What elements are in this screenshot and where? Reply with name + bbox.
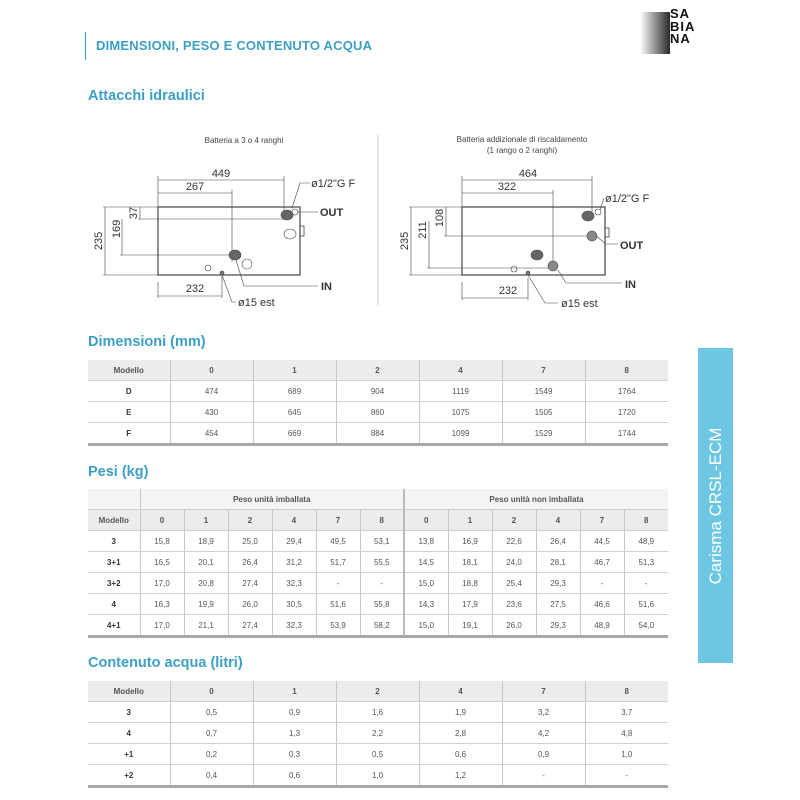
value-cell: 0,5	[170, 702, 253, 723]
value-cell: 474	[170, 381, 253, 402]
value-cell: 16,9	[448, 531, 492, 552]
model-cell: E	[88, 402, 170, 423]
value-cell: 2,2	[336, 723, 419, 744]
value-cell: 27,4	[228, 615, 272, 637]
value-cell: 19,9	[184, 594, 228, 615]
value-cell: 1720	[585, 402, 668, 423]
table-row	[88, 573, 668, 594]
value-cell: 1119	[419, 381, 502, 402]
value-cell: 26,4	[228, 552, 272, 573]
section-title: DIMENSIONI, PESO E CONTENUTO ACQUA	[96, 38, 373, 53]
header-row	[88, 510, 668, 531]
contenuto-table	[88, 681, 668, 788]
value-cell: 51,6	[624, 594, 668, 615]
value-cell: 26,4	[536, 531, 580, 552]
value-cell: -	[624, 573, 668, 594]
value-cell: 51,6	[316, 594, 360, 615]
diagram-3-4-ranghi	[93, 136, 356, 309]
column-header: 7	[580, 510, 624, 531]
column-header: 0	[140, 510, 184, 531]
column-header: 1	[184, 510, 228, 531]
value-cell: 0,6	[253, 765, 336, 787]
value-cell: 32,3	[272, 573, 316, 594]
model-cell: D	[88, 381, 170, 402]
value-cell: 21,1	[184, 615, 228, 637]
value-cell: 645	[253, 402, 336, 423]
value-cell: 32,3	[272, 615, 316, 637]
value-cell: 58,2	[360, 615, 404, 637]
value-cell: 3,2	[502, 702, 585, 723]
column-header: 1	[448, 510, 492, 531]
column-header: 0	[404, 510, 448, 531]
dim-235: 235	[399, 231, 411, 251]
diagram2-subtitle: (1 rango o 2 ranghi)	[486, 146, 558, 155]
value-cell: 904	[336, 381, 419, 402]
value-cell: 18,8	[448, 573, 492, 594]
value-cell: 27,4	[228, 573, 272, 594]
value-cell: 2,8	[419, 723, 502, 744]
dim-37: 37	[128, 206, 140, 220]
value-cell: 1549	[502, 381, 585, 402]
column-header: 7	[502, 360, 585, 381]
connection-label: ø1/2"G F	[605, 193, 650, 205]
value-cell: 29,3	[536, 573, 580, 594]
value-cell: 31,2	[272, 552, 316, 573]
column-header: 8	[585, 681, 668, 702]
dim-235: 235	[93, 231, 105, 251]
value-cell: 0,5	[336, 744, 419, 765]
header-row	[88, 681, 668, 702]
group-header: Peso unità non imballata	[404, 489, 668, 510]
value-cell: 46,7	[580, 552, 624, 573]
table-row	[88, 552, 668, 573]
model-cell: +1	[88, 744, 170, 765]
value-cell: 1075	[419, 402, 502, 423]
value-cell: 1,9	[419, 702, 502, 723]
table-row	[88, 381, 668, 402]
column-header: 2	[336, 681, 419, 702]
value-cell: 51,7	[316, 552, 360, 573]
table-row	[88, 594, 668, 615]
column-header: 7	[502, 681, 585, 702]
column-header: 7	[316, 510, 360, 531]
value-cell: 53,9	[316, 615, 360, 637]
diagram-addizionale	[399, 135, 650, 310]
value-cell: 22,6	[492, 531, 536, 552]
column-header: 8	[624, 510, 668, 531]
value-cell: 53,1	[360, 531, 404, 552]
column-header: 1	[253, 681, 336, 702]
in-label: IN	[625, 279, 636, 291]
value-cell: 0,2	[170, 744, 253, 765]
column-header: 4	[536, 510, 580, 531]
value-cell: 18,9	[184, 531, 228, 552]
value-cell: 17,0	[140, 573, 184, 594]
value-cell: 430	[170, 402, 253, 423]
value-cell: 20,8	[184, 573, 228, 594]
value-cell: 19,1	[448, 615, 492, 637]
value-cell: 15,0	[404, 573, 448, 594]
value-cell: 884	[336, 423, 419, 445]
value-cell: 1,2	[419, 765, 502, 787]
value-cell: 1,0	[336, 765, 419, 787]
value-cell: 4,8	[585, 723, 668, 744]
value-cell: 26,0	[492, 615, 536, 637]
table-row	[88, 702, 668, 723]
table-row	[88, 723, 668, 744]
value-cell: 17,9	[448, 594, 492, 615]
column-header: 8	[360, 510, 404, 531]
value-cell: 46,6	[580, 594, 624, 615]
table-row	[88, 765, 668, 787]
value-cell: 28,1	[536, 552, 580, 573]
value-cell: 14,5	[404, 552, 448, 573]
value-cell: 16,5	[140, 552, 184, 573]
connection-label: ø1/2"G F	[311, 178, 356, 190]
value-cell: 454	[170, 423, 253, 445]
value-cell: 15,8	[140, 531, 184, 552]
out-label: OUT	[320, 207, 344, 219]
value-cell: 1,6	[336, 702, 419, 723]
value-cell: -	[360, 573, 404, 594]
value-cell: -	[580, 573, 624, 594]
column-header: 1	[253, 360, 336, 381]
value-cell: 29,4	[272, 531, 316, 552]
group-header-row	[88, 489, 668, 510]
dim-464: 464	[518, 168, 538, 180]
value-cell: 16,3	[140, 594, 184, 615]
model-cell: 3	[88, 702, 170, 723]
model-cell: 3+1	[88, 552, 140, 573]
empty-header	[88, 489, 140, 510]
dim-232: 232	[185, 283, 205, 295]
value-cell: 1764	[585, 381, 668, 402]
value-cell: 669	[253, 423, 336, 445]
column-header: Modello	[88, 681, 170, 702]
value-cell: 0,7	[170, 723, 253, 744]
value-cell: 44,5	[580, 531, 624, 552]
value-cell: 1,3	[253, 723, 336, 744]
table-row	[88, 423, 668, 445]
dim-211: 211	[417, 221, 429, 239]
value-cell: 1,0	[585, 744, 668, 765]
value-cell: 55,8	[360, 594, 404, 615]
column-header: 4	[419, 360, 502, 381]
dim-169: 169	[111, 219, 123, 239]
column-header: 2	[228, 510, 272, 531]
table-row	[88, 744, 668, 765]
product-side-tab	[698, 348, 733, 663]
out-label: OUT	[620, 240, 644, 252]
in-label: IN	[321, 281, 332, 293]
column-header: 2	[492, 510, 536, 531]
pesi-table	[88, 489, 668, 638]
value-cell: 49,5	[316, 531, 360, 552]
column-header: 0	[170, 360, 253, 381]
value-cell: 48,9	[580, 615, 624, 637]
column-header: Modello	[88, 360, 170, 381]
value-cell: 23,6	[492, 594, 536, 615]
dimensioni-table	[88, 360, 668, 446]
table-row	[88, 531, 668, 552]
value-cell: 17,0	[140, 615, 184, 637]
dimensioni-title: Dimensioni (mm)	[88, 334, 206, 350]
dim-232: 232	[498, 285, 518, 297]
value-cell: 1529	[502, 423, 585, 445]
value-cell: 3,7	[585, 702, 668, 723]
logo-text: SABIANA	[670, 6, 696, 46]
column-header: 2	[336, 360, 419, 381]
attacchi-title: Attacchi idraulici	[88, 88, 205, 104]
value-cell: 24,0	[492, 552, 536, 573]
model-cell: 3+2	[88, 573, 140, 594]
header-row	[88, 360, 668, 381]
value-cell: 54,0	[624, 615, 668, 637]
table-row	[88, 402, 668, 423]
value-cell: -	[585, 765, 668, 787]
value-cell: 48,9	[624, 531, 668, 552]
dim-108: 108	[434, 208, 446, 228]
column-header: Modello	[88, 510, 140, 531]
value-cell: 4,2	[502, 723, 585, 744]
model-cell: 3	[88, 531, 140, 552]
value-cell: 1099	[419, 423, 502, 445]
model-cell: 4+1	[88, 615, 140, 637]
value-cell: 25,4	[492, 573, 536, 594]
column-header: 4	[419, 681, 502, 702]
value-cell: -	[316, 573, 360, 594]
value-cell: 26,0	[228, 594, 272, 615]
value-cell: 14,3	[404, 594, 448, 615]
value-cell: 25,0	[228, 531, 272, 552]
diagram1-title: Batteria a 3 o 4 ranghi	[204, 136, 284, 145]
column-header: 4	[272, 510, 316, 531]
value-cell: 0,4	[170, 765, 253, 787]
contenuto-title: Contenuto acqua (litri)	[88, 655, 243, 671]
value-cell: 55,5	[360, 552, 404, 573]
value-cell: 0,9	[253, 702, 336, 723]
dim-449: 449	[211, 168, 231, 180]
model-cell: +2	[88, 765, 170, 787]
value-cell: 30,5	[272, 594, 316, 615]
value-cell: 29,3	[536, 615, 580, 637]
value-cell: 20,1	[184, 552, 228, 573]
value-cell: 27,5	[536, 594, 580, 615]
value-cell: 0,3	[253, 744, 336, 765]
pesi-title: Pesi (kg)	[88, 464, 149, 480]
column-header: 8	[585, 360, 668, 381]
value-cell: 1505	[502, 402, 585, 423]
value-cell: -	[502, 765, 585, 787]
drain-label: ø15 est	[238, 297, 275, 309]
model-cell: 4	[88, 594, 140, 615]
model-cell: F	[88, 423, 170, 445]
value-cell: 1744	[585, 423, 668, 445]
value-cell: 15,0	[404, 615, 448, 637]
model-cell: 4	[88, 723, 170, 744]
value-cell: 51,3	[624, 552, 668, 573]
value-cell: 0,9	[502, 744, 585, 765]
value-cell: 18,1	[448, 552, 492, 573]
drain-label: ø15 est	[561, 298, 598, 310]
diagram2-title: Batteria addizionale di riscaldamento	[456, 135, 588, 144]
column-header: 0	[170, 681, 253, 702]
value-cell: 0,6	[419, 744, 502, 765]
side-tab-label: Carisma CRSL-ECM	[705, 427, 725, 584]
hydraulic-diagrams	[0, 0, 800, 320]
table-row	[88, 615, 668, 637]
value-cell: 13,8	[404, 531, 448, 552]
dim-322: 322	[497, 181, 517, 193]
group-header: Peso unità imballata	[140, 489, 404, 510]
dim-267: 267	[185, 181, 205, 193]
value-cell: 689	[253, 381, 336, 402]
value-cell: 860	[336, 402, 419, 423]
